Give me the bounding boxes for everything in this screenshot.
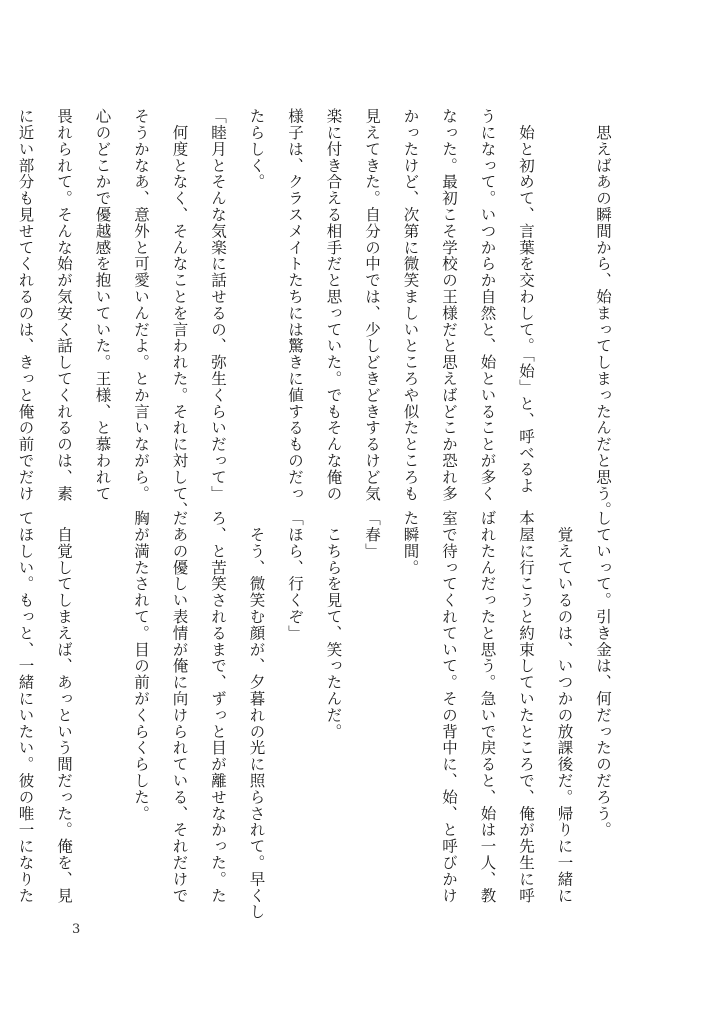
text-line: 「睦月とそんな気楽に話せるの、弥生くらいだって」 <box>209 108 227 502</box>
text-line: ろ、と苦笑されるまで、ずっと目が離せなかった。た <box>209 510 227 904</box>
text-line: そう、微笑む顔が、夕暮れの光に照らされて。早くし <box>247 510 266 920</box>
text-line: なった。最初こそ学校の王様だと思えばどこか恐れ多 <box>440 108 458 502</box>
text-line: かったけど、次第に微笑ましいところや似たところも <box>401 108 420 502</box>
page-number: 3 <box>72 922 81 937</box>
text-line: てほしい。もっと、一緒にいたい。彼の唯一になりた <box>16 510 35 904</box>
text-line: 胸が満たされて。目の前がくらくらした。 <box>132 510 150 822</box>
text-line: 覚えているのは、いつかの放課後だ。帰りに一緒に <box>555 510 574 904</box>
text-line: 本屋に行こうと約束していたところで、俺が先生に呼 <box>517 510 535 904</box>
text-line: 「春」 <box>363 510 381 560</box>
text-block-top <box>16 108 622 518</box>
text-line: 見えてきた。自分の中では、少しどきどきするけど気 <box>363 108 381 502</box>
text-line: た瞬間。 <box>401 510 420 576</box>
text-line: 自覚してしまえば、あっという間だった。俺を、見 <box>55 510 73 904</box>
text-line: していって。引き金は、何だったのだろう。 <box>594 510 612 838</box>
text-block-bottom <box>16 510 622 920</box>
text-line: 室で待ってくれていて。その背中に、始、と呼びかけ <box>440 510 458 904</box>
text-line: こちらを見て、笑ったんだ。 <box>324 510 343 740</box>
text-line: に近い部分も見せてくれるのは、きっと俺の前でだけ <box>16 108 35 502</box>
text-line: 思えばあの瞬間から、始まってしまったんだと思う。 <box>594 108 612 518</box>
text-line: たらしく。 <box>247 108 266 190</box>
text-line: 畏れられて。そんな始が気安く話してくれるのは、素 <box>55 108 73 502</box>
text-line: うになって。いつからか自然と、始といることが多く <box>478 108 497 502</box>
text-line: 「ほら、行くぞ」 <box>286 510 304 642</box>
text-line: そうかなあ、意外と可愛いんだよ。とか言いながら。 <box>132 108 150 502</box>
text-line: 楽に付き合える相手だと思っていた。でもそんな俺の <box>324 108 343 502</box>
text-line: だあの優しい表情が俺に向けられている、それだけで <box>170 510 189 904</box>
text-line: ばれたんだったと思う。急いで戻ると、始は一人、教 <box>478 510 497 904</box>
text-line: 始と初めて、言葉を交わして。「始」と、呼べるよ <box>517 108 535 494</box>
text-line: 何度となく、そんなことを言われた。それに対して、 <box>170 108 189 518</box>
text-line: 様子は、クラスメイトたちには驚きに値するものだっ <box>286 108 304 502</box>
text-line: 心のどこかで優越感を抱いていた。王様、と慕われて <box>93 108 112 502</box>
